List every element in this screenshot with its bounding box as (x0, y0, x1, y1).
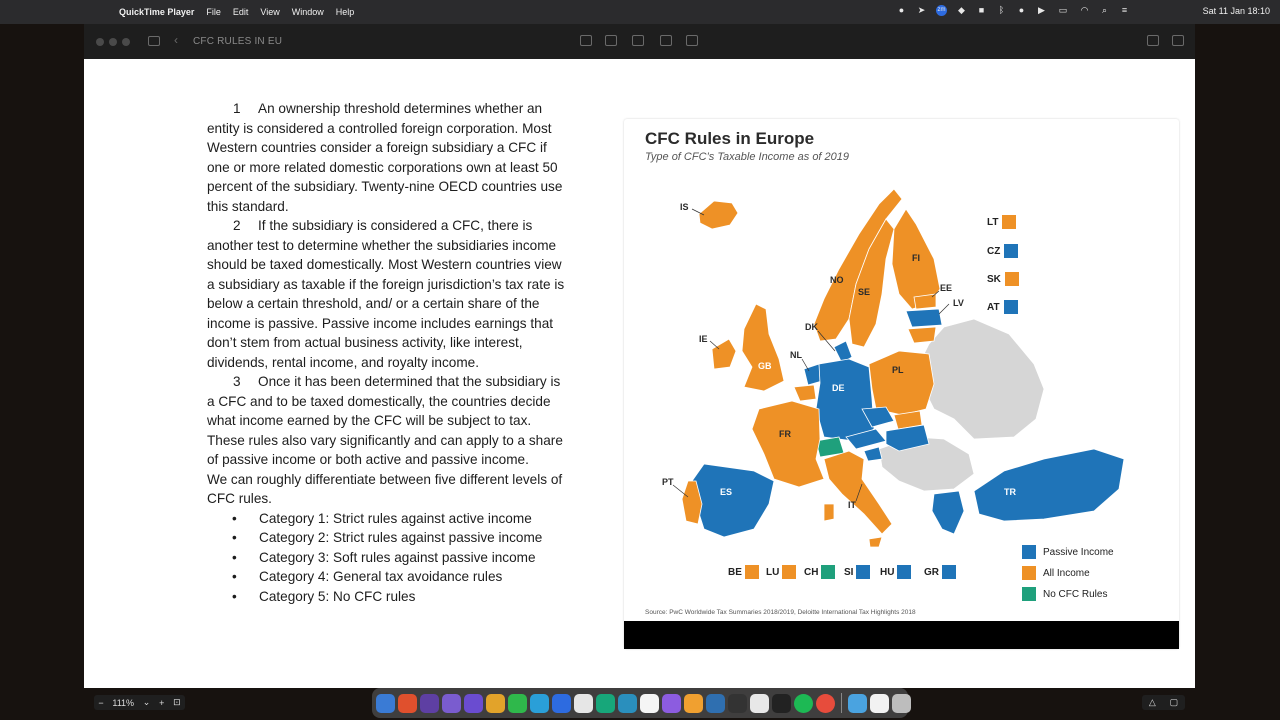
label-nl: NL (790, 350, 802, 360)
toolbar-folder-icon[interactable] (686, 35, 698, 46)
downloads-folder-icon[interactable] (848, 694, 867, 713)
swatch-all (745, 565, 759, 579)
app-icon[interactable] (750, 694, 769, 713)
app-icon[interactable] (728, 694, 747, 713)
app-icon[interactable] (420, 694, 439, 713)
label-gb: GB (758, 361, 772, 371)
view-control (1142, 695, 1185, 710)
finder-icon[interactable] (376, 694, 395, 713)
cfc-map-image (624, 119, 1179, 649)
label-se: SE (858, 287, 871, 297)
small-country-at: AT (987, 300, 1025, 314)
swatch-all (782, 565, 796, 579)
map-subtitle: Type of CFC’s Taxable Income as of 2019 (645, 151, 850, 163)
leader-line (939, 304, 949, 314)
list-item: • Category 1: Strict rules against active income (232, 510, 532, 526)
record-icon[interactable]: ● (898, 5, 905, 15)
map-region-ie (712, 339, 736, 369)
small-country-be: BE (728, 565, 766, 579)
map-region-is (699, 201, 738, 229)
menu-view[interactable]: View (260, 7, 280, 17)
swatch-all (1002, 215, 1016, 229)
maps-icon[interactable] (574, 694, 593, 713)
zoom-icon[interactable]: zm (936, 5, 947, 16)
map-region-gr (932, 491, 964, 534)
control-center-icon[interactable]: ≡ (1121, 5, 1128, 15)
back-chevron-icon[interactable]: ‹ (174, 33, 178, 47)
swatch-none (821, 565, 835, 579)
label-ee: EE (940, 283, 953, 293)
small-country-lt: LT (987, 215, 1023, 229)
label-it: IT (848, 500, 856, 510)
map-region-pl (869, 351, 934, 415)
swatch-all (1005, 272, 1019, 286)
map-region-eastern-europe (919, 319, 1044, 439)
telegram-icon[interactable] (530, 694, 549, 713)
app-icon[interactable] (442, 694, 461, 713)
category-list (207, 509, 567, 607)
shield-icon[interactable]: ◆ (958, 5, 965, 15)
small-country-gr: GR (924, 565, 963, 579)
small-country-sk: SK (987, 272, 1026, 286)
paragraph-1-number: 1 (233, 101, 241, 116)
zoom-dropdown-icon[interactable]: ⌄ (142, 697, 151, 707)
bluetooth-icon[interactable]: ᛒ (998, 5, 1005, 15)
chatgpt-icon[interactable] (596, 694, 615, 713)
paragraph-4: We can roughly differentiate between five different levels of CFC rules. (207, 471, 563, 506)
menu-clock[interactable]: Sat 11 Jan 18:10 (1202, 6, 1270, 16)
toolbar-page-icon[interactable] (580, 35, 592, 46)
dock-separator (841, 693, 842, 713)
map-region-tr (974, 449, 1124, 521)
legend-swatch-all (1022, 566, 1036, 580)
swatch-passive (1004, 300, 1018, 314)
app-icon[interactable] (662, 694, 681, 713)
menu-bar (0, 0, 1280, 24)
play-icon[interactable]: ▶ (1038, 5, 1045, 15)
map-title: CFC Rules in Europe (645, 129, 815, 148)
zoom-window-button[interactable] (122, 38, 130, 46)
label-tr: TR (1004, 487, 1016, 497)
paragraph-1 (207, 99, 567, 216)
small-country-ch: CH (804, 565, 842, 579)
map-region-be (794, 385, 816, 401)
window-titlebar[interactable] (84, 24, 1195, 59)
legend-swatch-none (1022, 587, 1036, 601)
label-pl: PL (892, 365, 904, 375)
paragraph-2 (207, 216, 567, 372)
slack-icon[interactable] (486, 694, 505, 713)
label-fr: FR (779, 429, 791, 439)
status-icons (896, 5, 1130, 16)
legend-all-income: All Income (1022, 566, 1090, 580)
zoom-in-button[interactable]: + (159, 697, 165, 708)
legend-swatch-passive (1022, 545, 1036, 559)
small-country-hu: HU (880, 565, 918, 579)
legend-no-cfc: No CFC Rules (1022, 587, 1107, 601)
app-icon[interactable] (706, 694, 725, 713)
map-region-es (692, 464, 774, 537)
small-country-cz: CZ (987, 244, 1025, 258)
document-title: CFC RULES IN EU (193, 36, 283, 47)
label-de: DE (832, 383, 845, 393)
paragraph-3-text: Once it has been determined that the subsidiary is a CFC and to be taxed domestically, the countries decide what income earned by the CFC will be subject to tax. These rules also vary significantly and can apply to a share of passive income or both active and passive income. (207, 374, 563, 467)
paragraph-1-text: An ownership threshold determines whether an entity is considered a controlled foreign corporation. Most Western countries consider a foreign subsidiary a CFC if one or more related domestic corporations own at least 50 percent of the subsidiary. Twenty-nine OECD countries use this standard. (207, 101, 563, 214)
document-icon[interactable] (870, 694, 889, 713)
menu-edit[interactable]: Edit (232, 7, 249, 17)
telegram-icon[interactable]: ➤ (917, 5, 926, 15)
map-region-lv (906, 309, 942, 327)
label-lv: LV (953, 298, 964, 308)
edit-icon[interactable] (1172, 35, 1184, 46)
document-view (84, 59, 1195, 708)
menu-app-name[interactable]: QuickTime Player (119, 7, 195, 17)
label-pt: PT (662, 477, 674, 487)
swatch-passive (942, 565, 956, 579)
map-region-lt (908, 327, 936, 343)
share-icon[interactable] (1147, 35, 1159, 46)
paragraph-3 (207, 372, 567, 470)
sidebar-toggle-icon[interactable] (148, 36, 160, 46)
swatch-passive (897, 565, 911, 579)
label-is: IS (680, 202, 689, 212)
toolbar-text-icon[interactable] (632, 35, 644, 46)
document-text (207, 99, 567, 606)
list-item: • Category 4: General tax avoidance rules (232, 569, 503, 584)
label-es: ES (720, 487, 733, 497)
map-region-fr (752, 401, 824, 487)
battery-icon[interactable]: ▭ (1058, 5, 1068, 15)
label-ie: IE (699, 334, 708, 344)
fit-page-icon[interactable]: ⊡ (173, 697, 181, 707)
zoom-out-button[interactable]: − (98, 697, 104, 708)
image-bottom-bar (624, 621, 1179, 649)
small-country-lu: LU (766, 565, 803, 579)
close-window-button[interactable] (96, 38, 104, 46)
label-no: NO (830, 275, 844, 285)
zoom-app-icon[interactable] (552, 694, 571, 713)
safari-icon[interactable] (618, 694, 637, 713)
menu-file[interactable]: File (206, 7, 221, 17)
list-item: • Category 5: No CFC rules (232, 588, 416, 604)
pages-icon[interactable] (684, 694, 703, 713)
trash-icon[interactable] (892, 694, 911, 713)
list-item: • Category 2: Strict rules against passive income (232, 530, 543, 545)
user-icon[interactable]: ● (1018, 5, 1025, 15)
menu-window[interactable]: Window (291, 7, 324, 17)
paragraph-2-text: If the subsidiary is considered a CFC, there is another test to determine whether the subsidiaries income should be taxed domestically. Most Western countries view a subsidiary as taxable if the foreign jurisdiction’s tax rate is below a certain threshold, and/ or a certain share of the income is passive. Passive income includes earnings that don’t stem from actual business activity, like interest, dividends, rental income, and royalty income. (207, 218, 565, 370)
search-icon[interactable]: ⌕ (1101, 5, 1108, 15)
swatch-passive (856, 565, 870, 579)
markup-icon[interactable]: △ (1148, 697, 1156, 707)
chrome-icon[interactable] (816, 694, 835, 713)
label-dk: DK (805, 322, 818, 332)
photos-icon[interactable] (640, 694, 659, 713)
tradingview-icon[interactable] (772, 694, 791, 713)
toolbar-image-icon[interactable] (660, 35, 672, 46)
toolbar-copy-icon[interactable] (605, 35, 617, 46)
map-region-si (864, 447, 882, 461)
map-source: Source: PwC Worldwide Tax Summaries 2018/2019, Deloitte International Tax Highlights 2018 (645, 609, 916, 616)
paragraph-2-number: 2 (233, 218, 241, 233)
dock (372, 688, 908, 718)
map-region-gb (742, 304, 784, 391)
swatch-passive (1004, 244, 1018, 258)
zoom-control (94, 695, 185, 710)
app-icon[interactable] (464, 694, 483, 713)
paragraph-3-number: 3 (233, 374, 241, 389)
messages-icon[interactable]: ■ (978, 5, 985, 15)
legend-passive-income: Passive Income (1022, 545, 1114, 559)
list-item: • Category 3: Soft rules against passive income (232, 549, 536, 565)
spotify-icon[interactable] (794, 694, 813, 713)
map-region-de (816, 359, 874, 441)
wifi-icon[interactable]: ◠ (1080, 5, 1089, 15)
brave-icon[interactable] (398, 694, 417, 713)
sidebar-view-icon[interactable]: ▢ (1169, 697, 1179, 707)
small-country-si: SI (844, 565, 877, 579)
label-fi: FI (912, 253, 920, 263)
quicktime-window (84, 24, 1195, 708)
minimize-window-button[interactable] (109, 38, 117, 46)
zoom-level[interactable]: 111% (112, 697, 135, 708)
menu-help[interactable]: Help (335, 7, 355, 17)
whatsapp-icon[interactable] (508, 694, 527, 713)
